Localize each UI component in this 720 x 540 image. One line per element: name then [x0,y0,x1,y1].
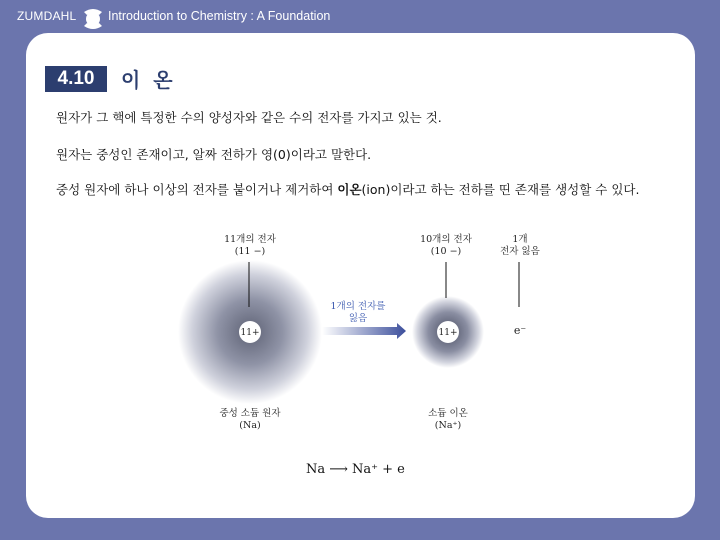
sodium-ion-electron-count: 10개의 전자 [420,234,472,245]
section-number: 4.10 [45,66,107,92]
sodium-ion-label [412,408,484,432]
sodium-ion-electron-charge: (10 −) [430,246,462,257]
neutral-atom-electron-label [210,234,290,258]
sodium-ion-name: 소듐 이온 [428,408,468,419]
lost-electron-text: 전자 잃음 [500,246,540,257]
neutral-atom-name: 중성 소듐 원자 [219,408,281,419]
lost-electron-label [490,234,550,258]
paragraph-ion-bold: 이온 [337,182,362,197]
lost-electron-count: 1개 [512,234,528,245]
sodium-ion-nucleus-charge: 11+ [438,328,458,338]
electron-loss-arrow [322,323,406,339]
sodium-ion-electron-label [406,234,486,258]
paragraph-ion-before: 중성 원자에 하나 이상의 전자를 붙이거나 제거하여 [56,182,338,197]
section-title: 이 온 [121,68,176,92]
paragraph-neutral: 원자는 중성인 존재이고, 알짜 전하가 영(0)이라고 말한다. [56,147,372,162]
arrow-label-line1: 1개의 전자를 [330,301,386,312]
electron-loss-arrow-label [318,301,398,325]
paragraph-definition: 원자가 그 핵에 특정한 수의 양성자와 같은 수의 전자를 가지고 있는 것. [56,110,442,125]
paragraph-ion-after: (ion)이라고 하는 전하를 띤 존재를 생성할 수 있다. [361,182,640,197]
neutral-atom-nucleus-charge: 11+ [240,328,260,338]
brand-text: ZUMDAHL [17,9,77,23]
sodium-ion-symbol: (Na⁺) [434,420,462,431]
neutral-atom-symbol: (Na) [239,420,261,431]
arrow-label-line2: 잃음 [348,313,368,324]
ionization-equation: Na ⟶ Na⁺ + e [306,462,405,477]
neutral-atom-electron-charge: (11 −) [234,246,266,257]
electron-symbol: e⁻ [513,324,527,337]
neutral-atom-label [208,408,292,432]
book-title: Introduction to Chemistry : A Foundation [108,9,331,23]
neutral-atom-electron-count: 11개의 전자 [224,234,276,245]
